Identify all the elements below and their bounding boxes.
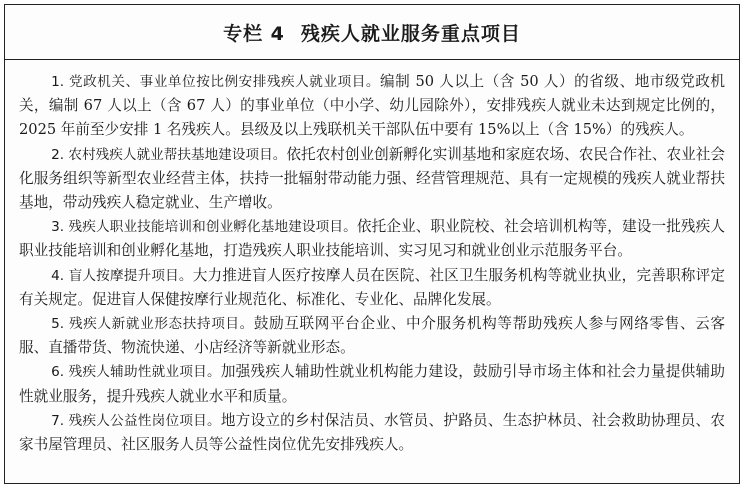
project-item-5-body: 鼓励互联网平台企业、中介服务机构等帮助残疾人参与网络零售、云客服、直播带货、物流快递、小店经济等新就业形态。 (19, 315, 725, 357)
project-item-7-body: 地方设立的乡村保洁员、水管员、护路员、生态护林员、社会救助协理员、农家书屋管理员、社区服务人员等公益性岗位优先安排残疾人。 (19, 411, 725, 454)
box-title-prefix: 专栏 4 (223, 22, 285, 45)
project-item-6 (19, 360, 725, 408)
project-item-4 (19, 264, 725, 312)
project-item-2 (19, 143, 725, 216)
box-content (5, 60, 739, 457)
project-item-5 (19, 312, 725, 360)
project-item-3 (19, 215, 725, 263)
project-item-6-body: 加强残疾人辅助性就业机构能力建设，鼓励引导市场主体和社会力量提供辅助性就业服务，提升残疾人就业水平和质量。 (19, 363, 725, 405)
project-item-3-body: 依托企业、职业院校、社会培训机构等，建设一批残疾人职业技能培训和创业孵化基地，打造残疾人职业技能培训、实习见习和就业创业示范服务平台。 (19, 218, 725, 260)
project-item-7-heading: 7. 残疾人公益性岗位项目。 (51, 412, 221, 429)
box-title (5, 5, 739, 60)
project-item-2-heading: 2. 农村残疾人就业帮扶基地建设项目。 (51, 146, 287, 163)
project-item-4-body: 大力推进盲人医疗按摩人员在医院、社区卫生服务机构等就业执业，完善职称评定有关规定。促进盲人保健按摩行业规范化、标准化、专业化、品牌化发展。 (19, 266, 725, 308)
feature-box (4, 4, 740, 484)
project-item-1-heading: 1. 党政机关、事业单位按比例安排残疾人就业项目。 (51, 74, 381, 90)
project-item-1 (19, 70, 725, 143)
project-item-1-body: 编制 50 人以上（含 50 人）的省级、地市级党政机关，编制 67 人以上（含 67 人）的事业单位（中小学、幼儿园除外），安排残疾人就业未达到规定比例的，2025 年前至少安排 1 名残疾人。县级及以上残联机关干部队伍中要有 15%以上（含 15%）的残疾人。 (19, 73, 725, 139)
box-title-text: 残疾人就业服务重点项目 (300, 22, 521, 45)
project-item-5-heading: 5. 残疾人新就业形态扶持项目。 (51, 316, 254, 333)
project-item-7 (19, 409, 725, 457)
project-item-3-heading: 3. 残疾人职业技能培训和创业孵化基地建设项目。 (51, 219, 357, 236)
project-item-4-heading: 4. 盲人按摩提升项目。 (51, 267, 193, 284)
project-item-6-heading: 6. 残疾人辅助性就业项目。 (51, 364, 221, 381)
project-item-2-body: 依托农村创业创新孵化实训基地和家庭农场、农民合作社、农业社会化服务组织等新型农业经营主体，扶持一批辐射带动能力强、经营管理规范、具有一定规模的残疾人就业帮扶基地，带动残疾人稳定就业、生产增收。 (19, 145, 725, 212)
